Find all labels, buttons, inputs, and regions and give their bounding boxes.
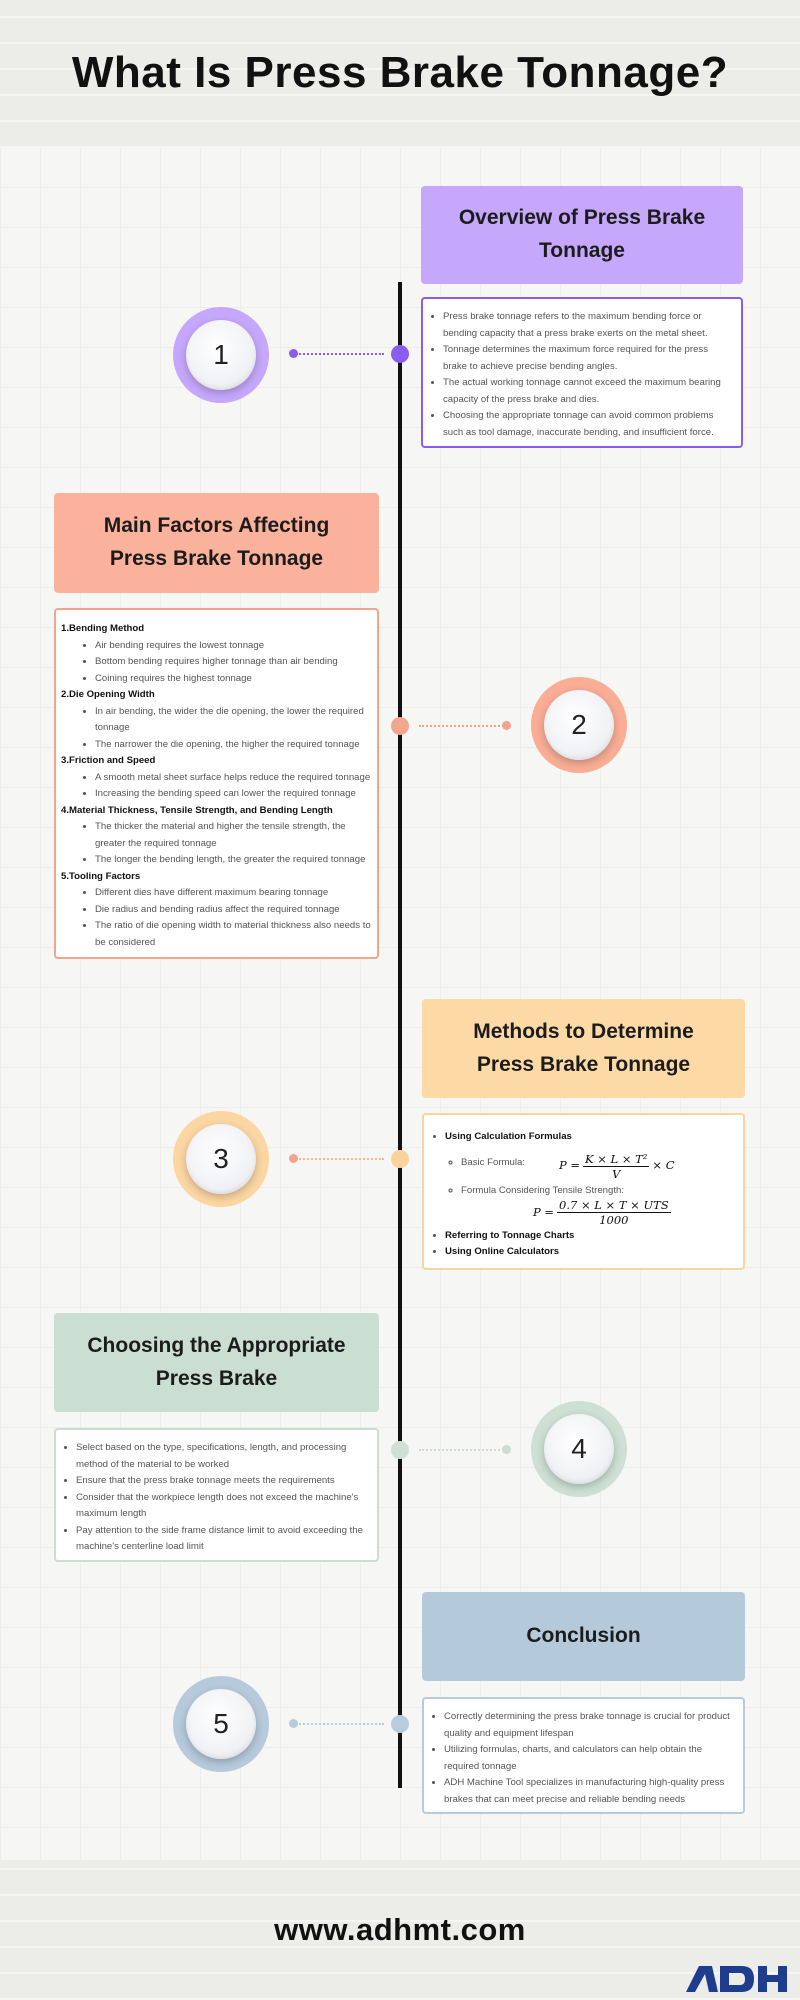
timeline-dot-4 <box>391 1441 409 1459</box>
list-item: • The longer the bending length, the greater the required tonnage <box>95 852 371 869</box>
tensile-formula: P = $\frac{\text{0.7 × L × T × UTS}}{1000}$ <box>533 1197 669 1228</box>
timeline-dot-5 <box>391 1715 409 1733</box>
section-3-title: Methods to Determine Press Brake Tonnage <box>422 999 745 1098</box>
list-item: • The thicker the material and higher the tensile strength, the greater the required tonnage <box>95 819 371 852</box>
list-item: • Pay attention to the side frame distance limit to avoid exceeding the machine's centerline load limit <box>76 1523 369 1556</box>
step-badge-2 <box>531 677 627 773</box>
section-5-title: Conclusion <box>422 1592 745 1681</box>
step-badge-1 <box>173 307 269 403</box>
list-item: • The ratio of die opening width to material thickness also needs to be considered <box>95 918 371 951</box>
list-item: • The narrower the die opening, the higher the required tonnage <box>95 737 371 754</box>
list-item: • Air bending requires the lowest tonnage <box>95 638 371 655</box>
step-number-4: 4 <box>544 1414 614 1484</box>
factor-heading: 4.Material Thickness, Tensile Strength, and Bending Length <box>61 804 333 816</box>
section-1-content <box>421 297 743 448</box>
section-4-content <box>54 1428 379 1562</box>
list-item: • ADH Machine Tool specializes in manufacturing high-quality press brakes that can meet precise and reliable bending needs <box>444 1775 735 1808</box>
factor-heading: 3.Friction and Speed <box>61 755 156 766</box>
connector-2 <box>419 725 504 727</box>
basic-formula: P = $\frac{\text{K × L × T²}}{V}$ × C <box>558 1151 675 1181</box>
list-item: • Select based on the type, specifications, length, and processing method of the material to be worked <box>76 1440 369 1473</box>
list-item: • Choosing the appropriate tonnage can avoid common problems such as tool damage, inaccurate bending, and insufficient force. <box>443 408 731 441</box>
list-item: • Die radius and bending radius affect the required tonnage <box>95 902 371 919</box>
adh-logo <box>686 1964 790 1994</box>
connector-1 <box>296 353 384 355</box>
timeline-dot-3 <box>391 1150 409 1168</box>
method-item: • Referring to Tonnage Charts <box>445 1228 737 1245</box>
connector-5 <box>296 1723 384 1725</box>
list-item: • The actual working tonnage cannot exceed the maximum bearing capacity of the press brake and dies. <box>443 375 731 408</box>
section-4-title: Choosing the Appropriate Press Brake <box>54 1313 379 1412</box>
step-number-1: 1 <box>186 320 256 390</box>
list-item: • Bottom bending requires higher tonnage than air bending <box>95 654 371 671</box>
connector-end-1 <box>289 349 298 358</box>
connector-end-3 <box>289 1154 298 1163</box>
list-item: • Utilizing formulas, charts, and calculators can help obtain the required tonnage <box>444 1742 735 1775</box>
formula-fraction: $\frac{\text{K × L × T²}}{V}$ <box>585 1151 648 1181</box>
list-item: • Ensure that the press brake tonnage meets the requirements <box>76 1473 369 1490</box>
page-title: What Is Press Brake Tonnage? <box>71 48 729 97</box>
factor-heading: 2.Die Opening Width <box>61 689 155 700</box>
website-url[interactable]: www.adhmt.com <box>274 1912 526 1947</box>
timeline-dot-1 <box>391 345 409 363</box>
list-item: • In air bending, the wider the die opening, the lower the required tonnage <box>95 704 371 737</box>
section-2-title: Main Factors Affecting Press Brake Tonnage <box>54 493 379 593</box>
step-badge-5 <box>173 1676 269 1772</box>
step-badge-3 <box>173 1111 269 1207</box>
list-item: • Press brake tonnage refers to the maximum bending force or bending capacity that a press brake exerts on the metal sheet. <box>443 309 731 342</box>
step-number-3: 3 <box>186 1124 256 1194</box>
section-2-content <box>54 608 379 959</box>
formula-item: ◦ Basic Formula: P = $\frac{\text{K × L × T²}}{V}$ × C <box>461 1146 737 1182</box>
list-item: • Consider that the workpiece length does not exceed the machine's maximum length <box>76 1490 369 1523</box>
list-item: • A smooth metal sheet surface helps reduce the required tonnage <box>95 770 371 787</box>
footer <box>0 1860 800 2000</box>
connector-3 <box>296 1158 384 1160</box>
formula-item: ◦ Formula Considering Tensile Strength: P = $\frac{\text{0.7 × L × T × UTS}}{1000}$ <box>461 1183 737 1227</box>
method-item: • Using Calculation Formulas ◦ Basic Formula: P = $\frac{\text{K × L × T²}}{V}$ × C ◦ Formula Considering Tensile Strength: P = $\frac{\text{0.7 × L × T × UTS}}{1000}$ <box>445 1129 737 1228</box>
timeline-dot-2 <box>391 717 409 735</box>
section-3-content <box>422 1113 745 1270</box>
list-item: • Coining requires the highest tonnage <box>95 671 371 688</box>
list-item: • Correctly determining the press brake tonnage is crucial for product quality and equipment lifespan <box>444 1709 735 1742</box>
timeline-line <box>398 282 402 1788</box>
factor-heading: 1.Bending Method <box>61 623 145 634</box>
connector-4 <box>419 1449 504 1451</box>
step-number-5: 5 <box>186 1689 256 1759</box>
step-number-2: 2 <box>544 690 614 760</box>
formula-fraction: $\frac{\text{0.7 × L × T × UTS}}{1000}$ <box>559 1197 669 1228</box>
connector-end-2 <box>502 721 511 730</box>
section-1-title: Overview of Press Brake Tonnage <box>421 186 743 284</box>
list-item: • Tonnage determines the maximum force required for the press brake to achieve precise bending angles. <box>443 342 731 375</box>
connector-end-4 <box>502 1445 511 1454</box>
list-item: • Different dies have different maximum bearing tonnage <box>95 885 371 902</box>
factor-heading: 5.Tooling Factors <box>61 870 141 882</box>
step-badge-4 <box>531 1401 627 1497</box>
list-item: • Increasing the bending speed can lower the required tonnage <box>95 786 371 803</box>
section-5-content <box>422 1697 745 1814</box>
method-item: • Using Online Calculators <box>445 1244 737 1261</box>
header <box>0 0 800 148</box>
connector-end-5 <box>289 1719 298 1728</box>
